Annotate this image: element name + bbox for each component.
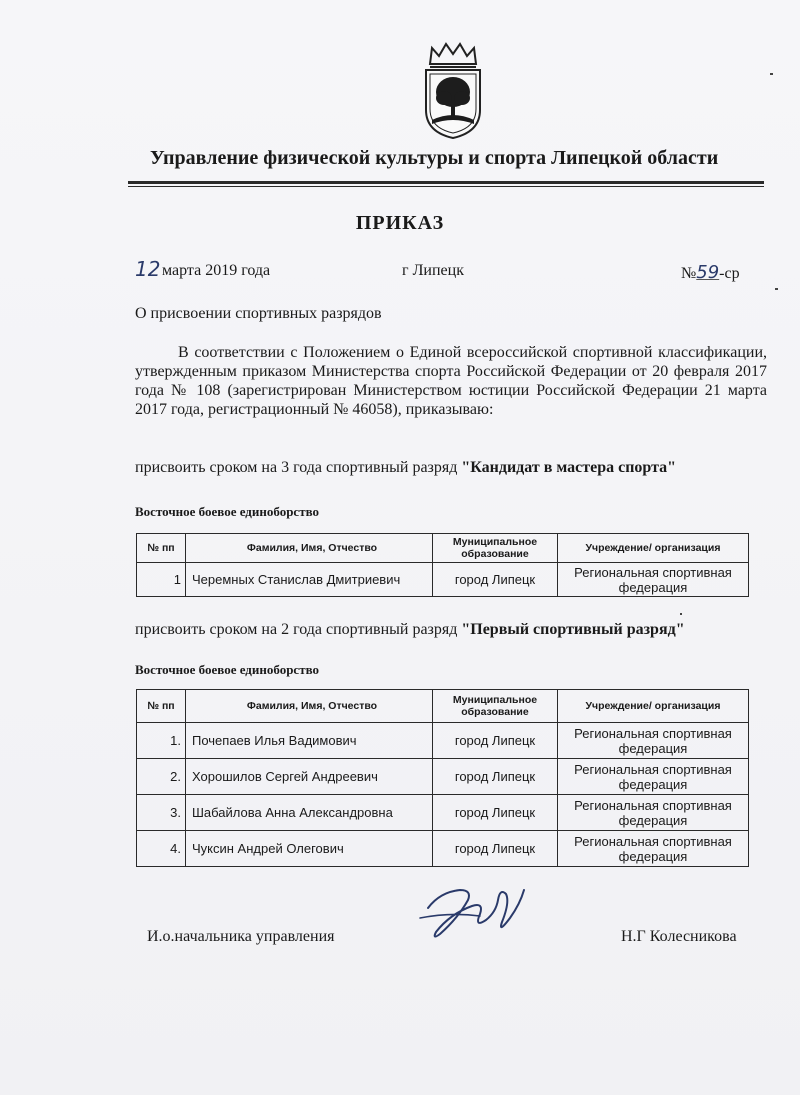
document-type-title: ПРИКАЗ xyxy=(355,212,445,234)
header-full-name: Фамилия, Имя, Отчество xyxy=(186,534,433,563)
scan-speck xyxy=(770,73,773,75)
header-num: № пп xyxy=(137,690,186,723)
signatory-name: Н.Г Колесникова xyxy=(621,928,737,945)
coat-of-arms-emblem-icon xyxy=(420,40,486,140)
order-number-value: 59 xyxy=(696,262,720,283)
row-municipality: город Липецк xyxy=(433,795,558,831)
row-municipality: город Липецк xyxy=(433,723,558,759)
scan-speck xyxy=(775,288,778,290)
table-row xyxy=(137,723,749,759)
row-municipality: город Липецк xyxy=(433,759,558,795)
table-header-row xyxy=(137,534,749,563)
section-1-assign xyxy=(135,459,676,477)
row-num: 1. xyxy=(137,723,186,759)
header-rule-thin xyxy=(128,186,764,187)
section-2-assign xyxy=(135,621,685,639)
order-day: 12 xyxy=(135,257,161,281)
table-row xyxy=(137,563,749,597)
section-1-assign-text: присвоить сроком на 3 года спортивный разряд xyxy=(135,459,462,476)
section-2-rank: "Первый спортивный разряд" xyxy=(461,621,685,638)
section-2-table xyxy=(136,689,749,867)
row-municipality: город Липецк xyxy=(433,563,558,597)
order-preamble xyxy=(135,343,767,419)
row-organization: Региональная спортивная федерация xyxy=(558,759,749,795)
handwritten-signature-icon xyxy=(410,878,540,948)
row-num: 2. xyxy=(137,759,186,795)
section-1-discipline: Восточное боевое единоборство xyxy=(135,504,320,519)
row-full-name: Хорошилов Сергей Андреевич xyxy=(186,759,433,795)
order-city: г Липецк xyxy=(402,262,464,279)
table-header-row xyxy=(137,690,749,723)
table-row xyxy=(137,831,749,867)
order-preamble-text: В соответствии с Положением о Единой всероссийской спортивной классификации, утвержденным приказом Министерства спорта Российской Федерации от 20 февраля 2017 года № 108 (зарегистрирован Министерством юстиции Российской Федерации 21 марта 2017 года, регистрационный № 46058), приказываю: xyxy=(135,344,767,418)
header-municipality: Муниципальное образование xyxy=(433,690,558,723)
header-full-name: Фамилия, Имя, Отчество xyxy=(186,690,433,723)
section-1-rank: "Кандидат в мастера спорта" xyxy=(461,459,677,476)
row-full-name: Чуксин Андрей Олегович xyxy=(186,831,433,867)
order-number-prefix: № xyxy=(681,265,697,282)
row-num: 1 xyxy=(137,563,186,597)
row-num: 4. xyxy=(137,831,186,867)
organization-title: Управление физической культуры и спорта Липецкой области xyxy=(150,147,719,169)
section-2-discipline: Восточное боевое единоборство xyxy=(135,662,320,677)
header-organization: Учреждение/ организация xyxy=(558,534,749,563)
header-municipality: Муниципальное образование xyxy=(433,534,558,563)
order-month-year: марта 2019 года xyxy=(162,262,271,279)
order-subject: О присвоении спортивных разрядов xyxy=(135,305,382,322)
row-full-name: Шабайлова Анна Александровна xyxy=(186,795,433,831)
order-number xyxy=(681,262,740,283)
table-row xyxy=(137,795,749,831)
header-organization: Учреждение/ организация xyxy=(558,690,749,723)
header-num: № пп xyxy=(137,534,186,563)
section-1-table xyxy=(136,533,749,597)
table-row xyxy=(137,759,749,795)
signatory-position: И.о.начальника управления xyxy=(147,928,335,945)
order-number-suffix: -ср xyxy=(719,265,740,282)
row-full-name: Почепаев Илья Вадимович xyxy=(186,723,433,759)
row-organization: Региональная спортивная федерация xyxy=(558,723,749,759)
row-organization: Региональная спортивная федерация xyxy=(558,795,749,831)
row-full-name: Черемных Станислав Дмитриевич xyxy=(186,563,433,597)
section-2-assign-text: присвоить сроком на 2 года спортивный разряд xyxy=(135,621,462,638)
header-rule-thick xyxy=(128,181,764,184)
row-municipality: город Липецк xyxy=(433,831,558,867)
row-organization: Региональная спортивная федерация xyxy=(558,831,749,867)
row-num: 3. xyxy=(137,795,186,831)
scan-speck xyxy=(680,613,682,615)
row-organization: Региональная спортивная федерация xyxy=(558,563,749,597)
